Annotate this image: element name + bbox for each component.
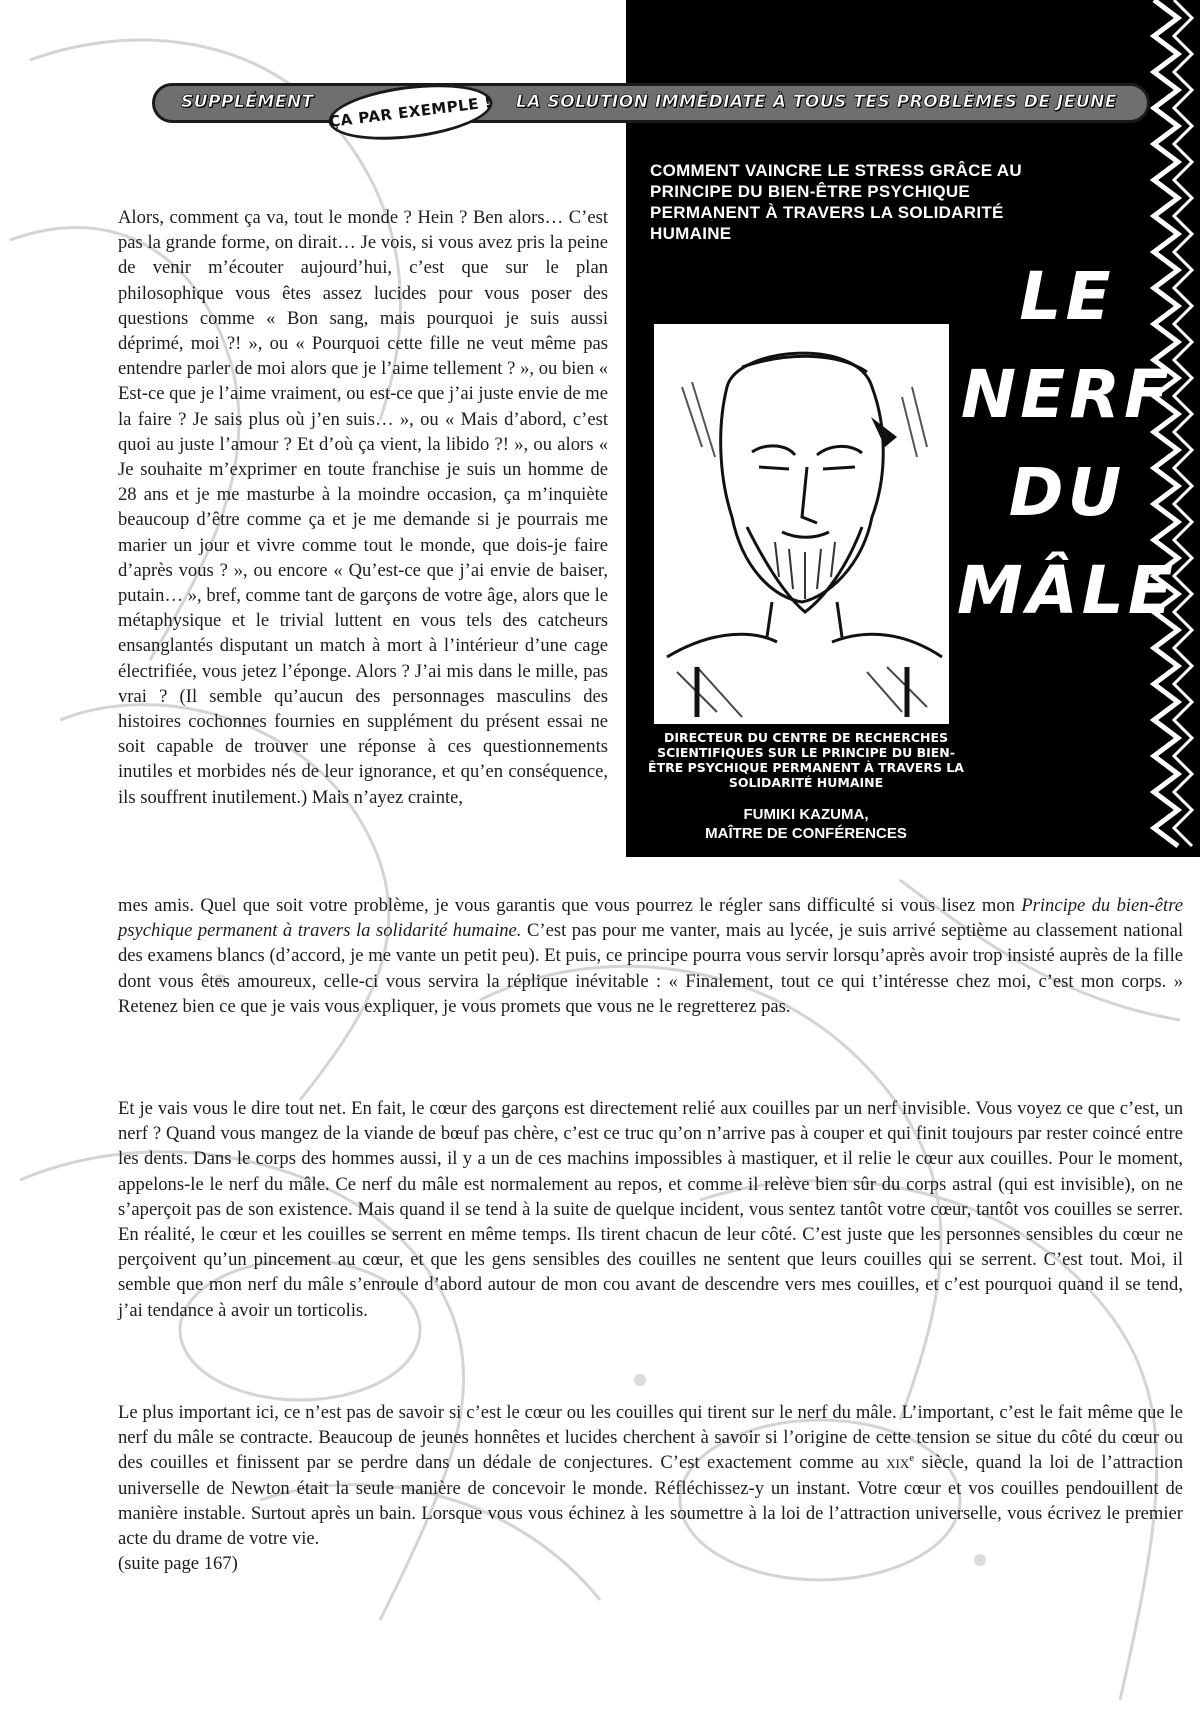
author-title-line: MAÎTRE DE CONFÉRENCES [705, 825, 907, 842]
paragraph-text: Le plus important ici, ce n’est pas de savoir si c’est le cœur ou les couilles qui tirent sur le nerf du mâle. L’important, c’est le fait même que le nerf du mâle se contracte. Beaucoup de jeunes honnêtes et lucides cherchent à savoir si l’origine de cette tension se situe du côté du cœur ou des couilles et finissent par se perdre dans un dédale de conjectures. C’est exactement comme au [118, 1402, 1183, 1474]
body-column-left: Alors, comment ça va, tout le monde ? Hein ? Ben alors… C’est pas la grande forme, on dirait… Je vois, si vous avez pris la peine de venir m’écouter aujourd’hui, c’est que sur le plan philosophique vous êtes assez lucides pour vous poser des questions comme « Bon sang, mais pourquoi je suis aussi déprimé, moi ?! », ou « Pourquoi cette fille ne veut même pas entendre parler de moi alors que je l’aime tellement ? », ou bien « Est-ce que je l’aime vraiment, ou est-ce que j’ai juste envie de me la faire ? Je sais plus où j’en suis… », ou « Mais d’abord, c’est quoi au juste l’amour ? Et d’où ça vient, la libido ?! », ou alors « Je souhaite m’exprimer en toute franchise je suis un homme de 28 ans et je me masturbe à la moindre occasion, ça m’inquiète beaucoup d’être comme ça et je me demande si je pourrais me marier un jour et vivre comme tout le monde, que dois-je faire d’après vous ? », ou encore « Qu’est-ce que j’ai envie de baiser, putain… », bref, comme tant de garçons de votre âge, alors que le métaphysique et le trivial luttent en vous tels des catcheurs ensanglantés disputant un match à mort à l’intérieur d’une cage électrifiée, vous jetez l’éponge. Alors ? J’ai mis dans le mille, pas vrai ? (Il semble qu’aucun des personnages masculins des histoires cochonnes fournies en supplément du présent essai ne soit capable de trouver une réponse à ces questionnements inutiles et morbides nés de leur ignorance, et qu’en conséquence, ils souffrent inutilement.) Mais n’ayez crainte, [118, 207, 608, 808]
title-line: NERF [960, 356, 1174, 433]
article-subtitle: COMMENT VAINCRE LE STRESS GRÂCE AU PRINCIPE DU BIEN-ÊTRE PSYCHIQUE PERMANENT À TRAVERS LA SOLIDARITÉ HUMAINE [650, 161, 1022, 243]
paragraph-text: mes amis. Quel que soit votre problème, je vous garantis que vous pourrez le régler sans difficulté si vous lisez mon [118, 895, 1022, 916]
body-paragraph-2 [118, 1096, 1183, 1323]
paragraph-text: Et je vais vous le dire tout net. En fait, le cœur des garçons est directement relié aux couilles par un nerf invisible. Vous voyez ce que c’est, un nerf ? Quand vous mangez de la viande de bœuf pas chère, c’est ce truc qu’on n’arrive pas à couper et qui finit toujours par rester coincé entre les dents. Dans le corps des hommes aussi, il y a un de ces machins impossibles à mastiquer, et il relie le cœur aux couilles. Pour le moment, appelons-le le nerf du mâle. Ce nerf du mâle est normalement au repos, et comme il relève bien sûr du corps astral (qui est invisible), on ne s’aperçoit pas de son existence. Mais quand il se tend à la suite de quelque incident, vous sentez tantôt votre cœur, tantôt vos couilles se serrer. En réalité, le cœur et les couilles se serrent en même temps. Ils tirent chacun de leur côté. C’est juste que les personnes sensibles du cœur ne perçoivent qu’un pincement au cœur, et que les gens sensibles des couilles ne sentent que leurs couilles qui se serrent. C’est tout. Moi, il semble que mon nerf du mâle s’enroule d’abord autour de mon cou avant de descendre vers mes couilles, et c’est pourquoi quand il se tend, j’ai tendance à avoir un torticolis. [118, 1098, 1183, 1321]
bearded-man-portrait-icon [657, 327, 946, 721]
banner-badge-label: ÇA PAR EXEMPLE ! [328, 93, 493, 131]
continued-page-reference: (suite page 167) [118, 1553, 238, 1575]
title-line: LE [1019, 258, 1115, 335]
paragraph-text: C’est pas pour me vanter, mais au lycée, je suis arrivé septième au classement national des examens blancs (d’accord, je me vante un petit peu). Et puis, ce principe pourra vous servir lorsqu’après avoir trop insisté auprès de la fille dont vous êtes amoureux, celle-ci vous servira la réplique inévitable : « Finalement, tout ce qui t’intéresse chez moi, c’est mon corps. » Retenez bien ce que je vais vous expliquer, je vous promets que vous ne le regretterez pas. [118, 920, 1183, 1017]
author-name-line: FUMIKI KAZUMA, [743, 806, 869, 823]
title-line: DU [1008, 454, 1126, 531]
book-title: Principe du bien-être psychique permanent à travers la solidarité humaine. [118, 895, 1183, 942]
banner-supplement-label: SUPPLÉMENT [181, 92, 314, 112]
century-numeral: xix [886, 1452, 910, 1474]
title-line: MÂLE [957, 552, 1177, 629]
author-description: DIRECTEUR DU CENTRE DE RECHERCHES SCIENTIFIQUES SUR LE PRINCIPE DU BIEN-ÊTRE PSYCHIQUE PERMANENT À TRAVERS LA SOLIDARITÉ HUMAINE [648, 730, 964, 790]
article-header-panel [626, 0, 1200, 857]
author-portrait [654, 324, 949, 724]
article-title [952, 248, 1182, 640]
body-paragraph-3 [118, 1400, 1183, 1576]
author-name [646, 805, 966, 843]
century-superscript: e [909, 1452, 915, 1465]
body-paragraph-1 [118, 893, 1183, 1019]
banner-tagline: LA SOLUTION IMMÉDIATE À TOUS TES PROBLÈMES DE JEUNE [516, 92, 1117, 112]
supplement-banner [152, 83, 1150, 123]
paragraph-text: siècle, quand la loi de l’attraction universelle de Newton était la seule manière de concevoir le monde. Réfléchissez-y un instant. Votre cœur et vos couilles pendouillent de manière instable. Surtout après un bain. Lorsque vous vous échinez à les soumettre à la loi de l’attraction universelle, vous écrivez le premier acte du drame de votre vie. [118, 1452, 1183, 1550]
